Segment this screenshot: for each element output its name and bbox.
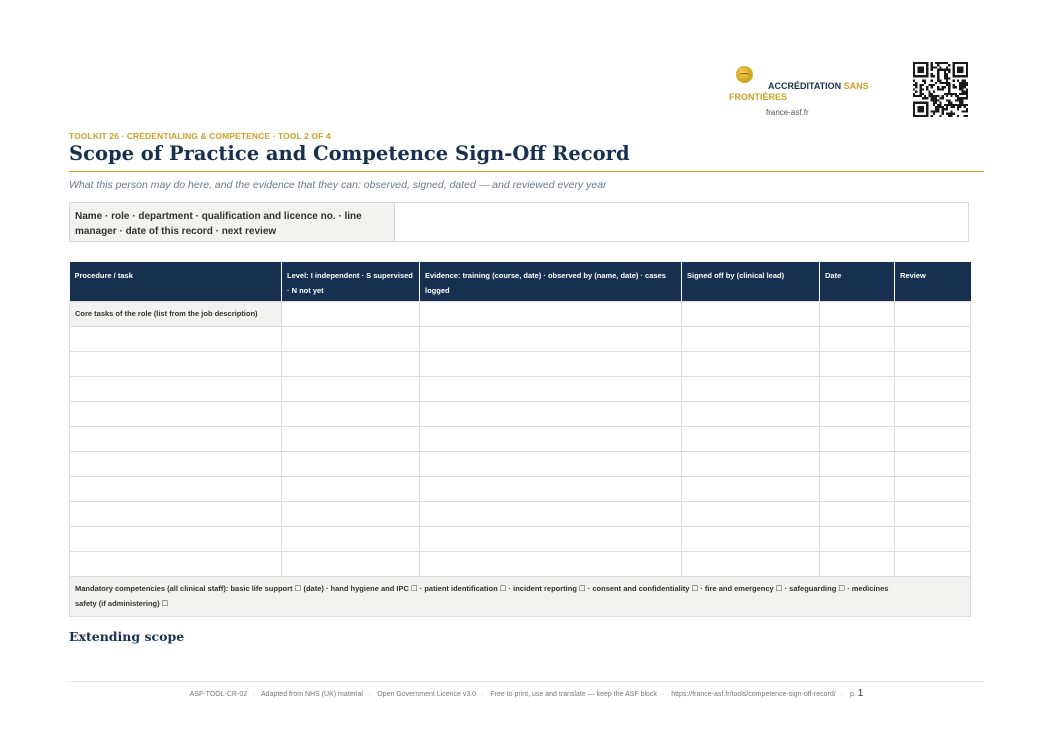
table-row	[70, 451, 971, 476]
org-name-line2: FRONTIÈRES	[729, 92, 788, 102]
table-cell[interactable]	[820, 476, 895, 501]
table-cell[interactable]	[895, 301, 971, 326]
table-cell[interactable]	[70, 476, 282, 501]
column-header-evidence: Evidence: training (course, date) · observed by (name, date) · cases logged	[420, 262, 682, 301]
table-cell[interactable]	[420, 426, 682, 451]
table-cell[interactable]	[70, 376, 282, 401]
table-cell[interactable]	[820, 401, 895, 426]
table-cell[interactable]	[282, 551, 420, 576]
footer-url[interactable]: https://france-asf.fr/tools/competence-sign-off-record/	[671, 691, 836, 698]
table-cell[interactable]	[895, 451, 971, 476]
table-cell[interactable]	[70, 351, 282, 376]
table-row	[70, 326, 971, 351]
table-cell[interactable]	[895, 326, 971, 351]
table-cell[interactable]	[282, 526, 420, 551]
table-cell[interactable]	[895, 401, 971, 426]
table-cell[interactable]	[70, 501, 282, 526]
table-cell[interactable]	[820, 301, 895, 326]
table-cell[interactable]	[282, 401, 420, 426]
table-cell[interactable]	[282, 476, 420, 501]
table-cell[interactable]	[682, 376, 820, 401]
table-cell[interactable]	[682, 501, 820, 526]
identity-label-line2: manager · date of this record · next review	[75, 226, 277, 237]
asf-globe-icon	[736, 66, 753, 83]
table-cell[interactable]	[820, 376, 895, 401]
column-header-review: Review	[895, 262, 971, 301]
table-cell[interactable]	[420, 501, 682, 526]
table-cell[interactable]	[895, 376, 971, 401]
table-cell[interactable]	[895, 501, 971, 526]
column-header-signed-off: Signed off by (clinical lead)	[682, 262, 820, 301]
table-cell[interactable]	[895, 551, 971, 576]
identity-box	[69, 202, 969, 242]
table-cell[interactable]	[420, 301, 682, 326]
section-heading-extending-scope: Extending scope	[69, 629, 185, 644]
table-cell[interactable]	[420, 451, 682, 476]
table-cell[interactable]	[420, 476, 682, 501]
table-cell[interactable]	[682, 451, 820, 476]
page-footer: ASF-TOOL-CR-02 · Adapted from NHS (UK) material · Open Government Licence v3.0 · Free to print, use and translate — keep the ASF block · https://france-asf.fr/tools/competence-sign-off-record/ · p. 1	[189, 688, 864, 699]
table-cell[interactable]	[70, 526, 282, 551]
table-row	[70, 426, 971, 451]
identity-label-line1: Name · role · department · qualification and licence no. · line	[75, 211, 362, 222]
footer-page-prefix: p.	[849, 691, 856, 698]
table-cell[interactable]	[420, 401, 682, 426]
table-cell[interactable]	[282, 351, 420, 376]
mandatory-competencies-row	[70, 576, 971, 616]
column-header-procedure: Procedure / task	[70, 262, 282, 301]
table-row	[70, 526, 971, 551]
table-cell[interactable]	[682, 426, 820, 451]
table-cell[interactable]	[70, 401, 282, 426]
table-cell[interactable]	[282, 376, 420, 401]
org-website: france-asf.fr	[766, 108, 809, 117]
column-header-level: Level: I independent · S supervised · N not yet	[282, 262, 420, 301]
table-cell[interactable]	[682, 476, 820, 501]
table-cell[interactable]	[282, 501, 420, 526]
mandatory-competencies-line1: Mandatory competencies (all clinical staff): basic life support ☐ (date) · hand hygiene and IPC ☐ · patient identification ☐ · incident reporting ☐ · consent and confidentiality ☐ · fire and emergency ☐ · safeguarding ☐ · medicines	[75, 584, 889, 593]
table-cell[interactable]	[820, 551, 895, 576]
table-row	[70, 476, 971, 501]
table-cell[interactable]	[420, 326, 682, 351]
table-cell[interactable]	[282, 451, 420, 476]
footer-rule	[69, 681, 984, 682]
table-cell[interactable]	[895, 351, 971, 376]
table-cell[interactable]	[682, 351, 820, 376]
core-tasks-row	[70, 301, 971, 326]
table-cell[interactable]	[682, 301, 820, 326]
qr-code-icon	[913, 62, 968, 117]
table-cell[interactable]	[682, 326, 820, 351]
page-subtitle: What this person may do here, and the evidence that they can: observed, signed, dated — and reviewed every year	[69, 179, 607, 191]
table-row	[70, 351, 971, 376]
table-cell[interactable]	[70, 551, 282, 576]
table-row	[70, 376, 971, 401]
table-cell[interactable]	[70, 451, 282, 476]
table-cell[interactable]	[70, 326, 282, 351]
org-name: ACCRÉDITATION SANS	[768, 81, 869, 91]
table-cell[interactable]	[70, 426, 282, 451]
table-cell[interactable]	[282, 301, 420, 326]
table-cell[interactable]	[420, 551, 682, 576]
column-header-date: Date	[820, 262, 895, 301]
table-cell[interactable]	[282, 326, 420, 351]
table-cell[interactable]	[820, 326, 895, 351]
table-cell[interactable]	[820, 426, 895, 451]
identity-label	[70, 203, 395, 241]
table-cell[interactable]	[895, 476, 971, 501]
table-cell[interactable]	[820, 526, 895, 551]
footer-licence: Open Government Licence v3.0	[377, 691, 477, 698]
title-rule	[69, 171, 984, 172]
identity-field[interactable]	[395, 203, 968, 241]
table-cell[interactable]	[420, 376, 682, 401]
mandatory-competencies-line2: safety (if administering) ☐	[75, 599, 169, 608]
toolkit-kicker: TOOLKIT 26 · CREDENTIALING & COMPETENCE · TOOL 2 OF 4	[69, 131, 331, 141]
competence-table	[69, 262, 971, 617]
table-cell[interactable]	[820, 451, 895, 476]
table-cell[interactable]	[282, 426, 420, 451]
footer-source: Adapted from NHS (UK) material	[261, 691, 363, 698]
footer-doc-code: ASF-TOOL-CR-02	[189, 691, 248, 698]
footer-terms: Free to print, use and translate — keep the ASF block	[490, 691, 657, 698]
table-cell[interactable]	[682, 401, 820, 426]
table-header-row	[70, 262, 971, 301]
mandatory-competencies[interactable]	[70, 576, 971, 616]
table-row	[70, 551, 971, 576]
table-cell[interactable]	[420, 351, 682, 376]
table-cell[interactable]	[682, 526, 820, 551]
table-row	[70, 401, 971, 426]
table-cell[interactable]	[820, 501, 895, 526]
table-row	[70, 501, 971, 526]
table-cell[interactable]	[420, 526, 682, 551]
table-cell[interactable]	[895, 426, 971, 451]
page-number: 1	[857, 688, 864, 699]
core-tasks-label: Core tasks of the role (list from the job description)	[70, 301, 282, 326]
page-title: Scope of Practice and Competence Sign-Off Record	[69, 142, 630, 165]
table-cell[interactable]	[682, 551, 820, 576]
table-cell[interactable]	[895, 526, 971, 551]
table-cell[interactable]	[820, 351, 895, 376]
